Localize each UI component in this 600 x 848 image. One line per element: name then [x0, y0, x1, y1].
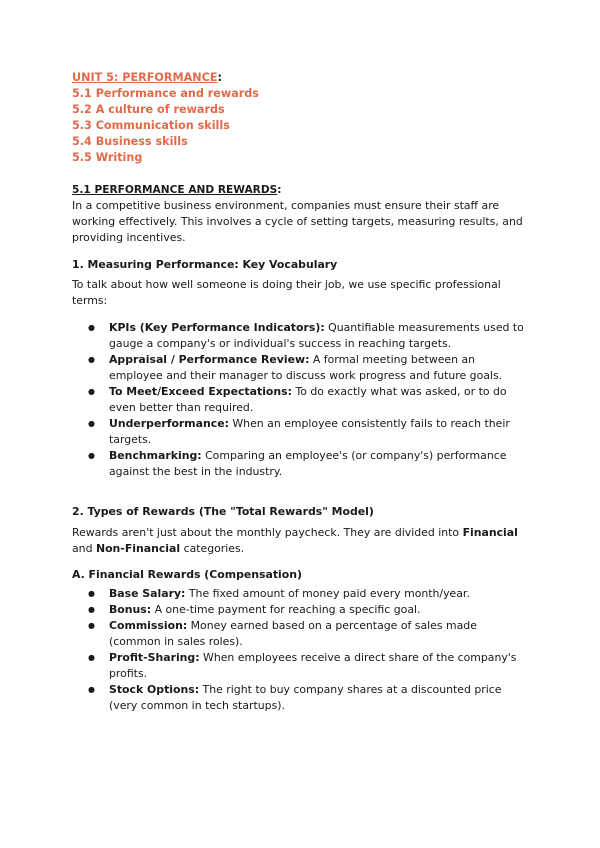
definition: When employees receive a direct share of the company's profits.: [109, 651, 517, 680]
list-item: [72, 352, 528, 384]
toc-item: 5.1 Performance and rewards: [72, 87, 259, 100]
term: KPIs (Key Performance Indicators):: [109, 321, 325, 334]
section-heading: [72, 183, 528, 198]
rewards-intro: [72, 525, 528, 557]
section-intro: In a competitive business environment, companies must ensure their staff are working effectively. This involves a cycle of setting targets, measuring results, and providing incentives.: [72, 199, 523, 244]
term: Commission:: [109, 619, 188, 632]
list-item: [72, 602, 528, 618]
definition: The fixed amount of money paid every month/year.: [185, 587, 470, 600]
list-item: [72, 682, 528, 714]
toc-unit-colon: :: [217, 71, 223, 84]
measuring-intro: To talk about how well someone is doing their job, we use specific professional terms:: [72, 278, 501, 307]
measuring-heading: 1. Measuring Performance: Key Vocabulary: [72, 258, 338, 271]
definition: A formal meeting between an employee and their manager to discuss work progress and future goals.: [109, 353, 503, 382]
section-heading-text: 5.1 PERFORMANCE AND REWARDS: [72, 184, 278, 196]
rewards-intro-bold: Non-Financial: [95, 542, 181, 555]
term: Appraisal / Performance Review:: [109, 353, 310, 366]
term: Profit-Sharing:: [109, 651, 200, 664]
list-item: [72, 384, 528, 416]
term: Base Salary:: [109, 587, 186, 600]
list-item: [72, 320, 528, 352]
definition: Money earned based on a percentage of sales made (common in sales roles).: [109, 619, 477, 648]
definition: To do exactly what was asked, or to do even better than required.: [109, 385, 507, 414]
list-item: [72, 650, 528, 682]
term: Stock Options:: [109, 683, 200, 696]
vocabulary-list: [72, 320, 528, 480]
list-item: [72, 416, 528, 448]
definition: Quantifiable measurements used to gauge a company's or individual's success in reaching targets.: [109, 321, 524, 350]
term: Bonus:: [109, 603, 152, 616]
term: Benchmarking:: [109, 449, 202, 462]
list-item: [72, 448, 528, 480]
toc-unit-title: UNIT 5: PERFORMANCE: [72, 71, 218, 84]
definition: The right to buy company shares at a discounted price (very common in tech startups).: [109, 683, 502, 712]
rewards-intro-text: and: [72, 542, 96, 555]
term: To Meet/Exceed Expectations:: [109, 385, 292, 398]
financial-heading: A. Financial Rewards (Compensation): [72, 568, 302, 581]
rewards-intro-text: categories.: [180, 542, 245, 555]
toc-item: 5.3 Communication skills: [72, 119, 230, 132]
table-of-contents: [72, 70, 528, 166]
rewards-heading: 2. Types of Rewards (The "Total Rewards" Model): [72, 505, 374, 518]
toc-item: 5.2 A culture of rewards: [72, 103, 225, 116]
term: Underperformance:: [109, 417, 229, 430]
toc-item: 5.5 Writing: [72, 151, 143, 164]
toc-unit-title-line: [72, 70, 528, 86]
financial-list: [72, 586, 528, 714]
definition: A one-time payment for reaching a specific goal.: [151, 603, 421, 616]
rewards-intro-text: Rewards aren't just about the monthly paycheck. They are divided into: [72, 526, 463, 539]
section-heading-colon: :: [277, 184, 282, 196]
list-item: [72, 586, 528, 602]
definition: Comparing an employee's (or company's) performance against the best in the industry.: [109, 449, 507, 478]
list-item: [72, 618, 528, 650]
definition: When an employee consistently fails to reach their targets.: [109, 417, 510, 446]
document-page: [72, 70, 528, 714]
rewards-intro-bold: Financial: [462, 526, 518, 539]
toc-item: 5.4 Business skills: [72, 135, 188, 148]
